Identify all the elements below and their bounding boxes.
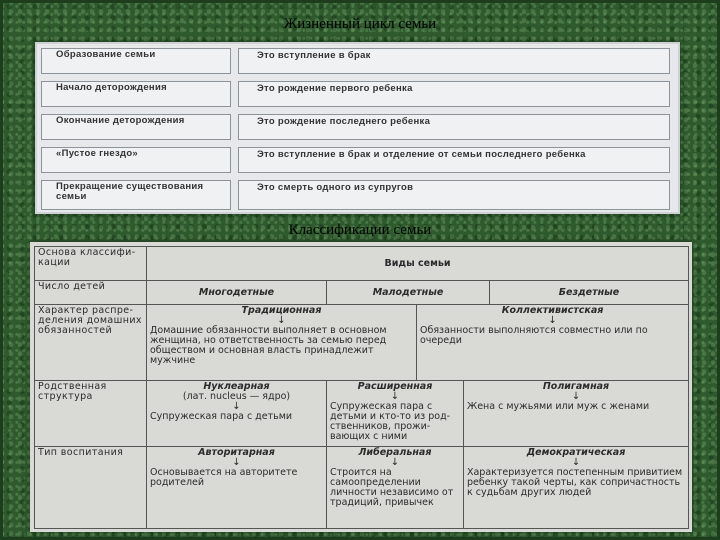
classification-table (34, 246, 689, 529)
cell-authoritarian (147, 447, 327, 529)
down-arrow-icon: ↓ (232, 457, 241, 468)
table-row-upbringing (35, 447, 689, 529)
header-family-types: Виды семьи (147, 247, 689, 281)
type-authoritarian: Авторитарная (198, 447, 275, 458)
life-cycle-description: Это рождение первого ребенка (238, 81, 670, 107)
row-label-upbringing: Тип воспитания (35, 447, 147, 529)
life-cycle-stage: Начало деторождения (41, 81, 231, 107)
type-democratic: Демократическая (526, 447, 626, 458)
type-childless: Бездетные (558, 286, 620, 298)
row-label-duties: Характер распределения домашних обязанностей (35, 305, 147, 381)
table-row-structure (35, 381, 689, 447)
down-arrow-icon: ↓ (571, 457, 581, 468)
children-split-cell (327, 281, 689, 305)
desc-authoritarian: Основывается на авторитете родителей (150, 467, 298, 488)
type-polygamous: Полигамная (542, 381, 610, 392)
life-cycle-row (41, 147, 674, 173)
type-few-children: Малодетные (327, 281, 489, 304)
desc-polygamous: Жена с мужьями или муж с женами (466, 401, 650, 412)
type-traditional: Традиционная (241, 305, 322, 316)
life-cycle-description: Это вступление в брак (238, 48, 670, 74)
desc-traditional: Домашние обязанности выполняет в основном женщина, но ответственность за семью перед обществом и основная власть принадлежит мужчине (150, 325, 387, 366)
structure-subtable (327, 381, 688, 446)
nuclear-note: (лат. nucleus — ядро) (182, 391, 291, 402)
cell-polygamous (463, 381, 688, 446)
desc-collective: Обязанности выполняются совместно или по очереди (420, 325, 648, 346)
cell-nuclear (147, 381, 327, 447)
desc-liberal: Строится на самоопределении личности независимо от традиций, привычек (330, 467, 454, 508)
life-cycle-row (41, 81, 674, 107)
cell-liberal (327, 447, 463, 528)
life-cycle-stage: «Пустое гнездо» (41, 147, 231, 173)
life-cycle-description: Это рождение последнего ребенка (238, 114, 670, 140)
life-cycle-row (41, 114, 674, 140)
type-liberal: Либеральная (358, 447, 432, 458)
down-arrow-icon: ↓ (277, 315, 286, 326)
down-arrow-icon: ↓ (571, 391, 581, 402)
table-header-row (35, 247, 689, 281)
structure-split-cell (327, 381, 689, 447)
type-many-children: Многодетные (147, 281, 327, 305)
slide-title-family-life-cycle: Жизненный цикл семьи (283, 16, 437, 32)
slide-title-family-classification: Классификации семьи (288, 222, 432, 238)
header-basis: Основа классификации (35, 247, 147, 281)
down-arrow-icon: ↓ (548, 315, 557, 326)
cell-traditional (147, 305, 417, 381)
table-row-duties (35, 305, 689, 381)
upbringing-split-cell (327, 447, 689, 529)
classification-panel (30, 242, 692, 532)
type-extended: Расширенная (357, 381, 433, 392)
desc-extended: Супружеская пара с детьми и кто-то из родственников, проживающих с ними (330, 401, 451, 442)
upbringing-subtable (327, 447, 688, 528)
children-subtable (327, 281, 688, 304)
life-cycle-stage: Прекращение существования семьи (41, 180, 231, 210)
down-arrow-icon: ↓ (390, 391, 400, 402)
desc-democratic: Характеризуется постепенным привитием ребенку такой черты, как сопричастность к судьбам других людей (466, 467, 683, 498)
life-cycle-stage: Образование семьи (41, 48, 231, 74)
life-cycle-stage: Окончание деторождения (41, 114, 231, 140)
cell-collective (417, 305, 689, 381)
row-label-structure: Родственная структура (35, 381, 147, 447)
life-cycle-row (41, 180, 674, 210)
cell-democratic (463, 447, 688, 528)
down-arrow-icon: ↓ (232, 401, 241, 412)
life-cycle-description: Это смерть одного из супругов (238, 180, 670, 210)
type-nuclear: Нуклеарная (203, 381, 270, 392)
desc-nuclear: Супружеская пара с детьми (150, 411, 293, 422)
table-row-children (35, 281, 689, 305)
life-cycle-row (41, 48, 674, 74)
row-label-children: Число детей (35, 281, 147, 305)
down-arrow-icon: ↓ (390, 457, 400, 468)
cell-extended (327, 381, 463, 446)
life-cycle-panel (35, 42, 680, 214)
type-collective: Коллективистская (501, 305, 604, 316)
life-cycle-description: Это вступление в брак и отделение от семьи последнего ребенка (238, 147, 670, 173)
